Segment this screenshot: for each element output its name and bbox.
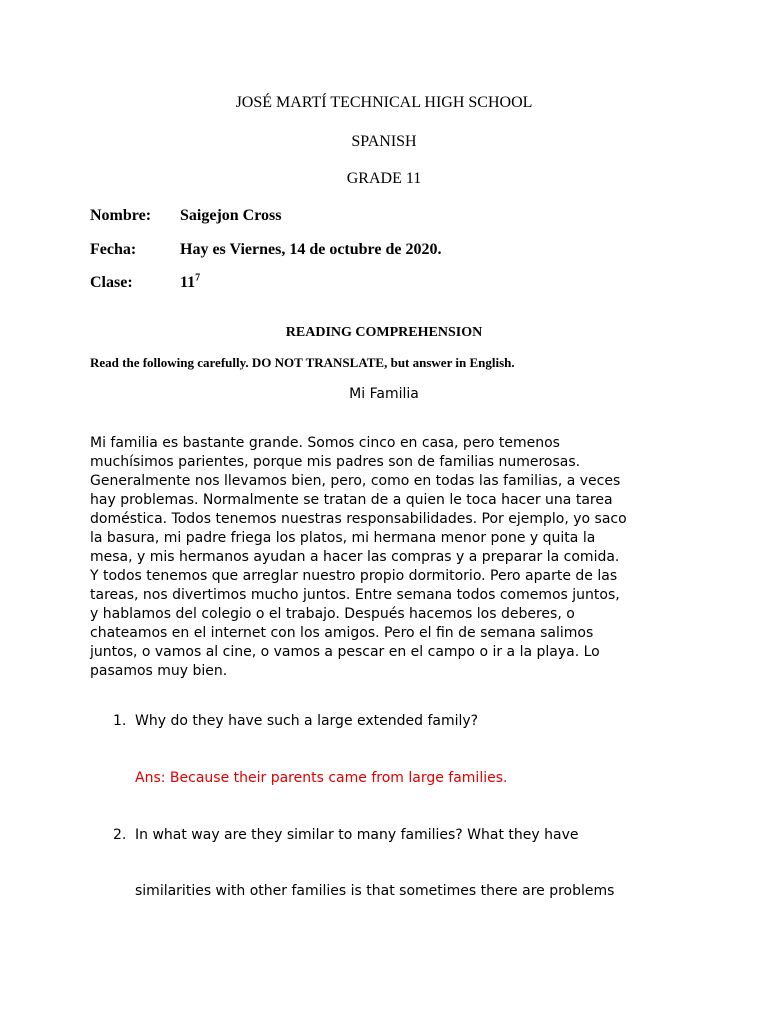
clase-superscript: 7 [195, 272, 201, 284]
clase-value: 11 [180, 274, 196, 291]
section-title: READING COMPREHENSION [285, 325, 483, 340]
story-title: Mi Familia [349, 386, 419, 402]
question-2-answer-continuation: similarities with other families is that sometimes there are problems [135, 883, 615, 899]
question-1-number: 1. [113, 713, 127, 729]
question-2-text: In what way are they similar to many families? What they have [135, 827, 579, 843]
fecha-label: Fecha: [90, 241, 137, 258]
reading-passage: Mi familia es bastante grande. Somos cinco en casa, pero temenos muchísimos parientes, porque mis padres son de familias numerosas. Generalmente nos llevamos bien, pero, como en todas las familias, a veces hay problemas. Normalmente se tratan de a quien le toca hacer una tarea doméstica. Todos tenemos nuestras responsabilidades. Por ejemplo, yo saco la basura, mi padre friega los platos, mi hermana menor pone y quita la mesa, y mis hermanos ayudan a hacer las compras y a preparar la comida. Y todos tenemos que arreglar nuestro propio dormitorio. Pero aparte de las tareas, nos divertimos mucho juntos. Entre semana todos comemos juntos, y hablamos del colegio o el trabajo. Después hacemos los deberes, o chateamos en el internet con los amigos. Pero el fin de semana salimos juntos, o vamos al cine, o vamos a pescar en el campo o ir a la playa. Lo pasamos muy bien. [90, 435, 627, 679]
clase-value-wrapper [180, 274, 200, 292]
school-name: JOSÉ MARTÍ TECHNICAL HIGH SCHOOL [235, 94, 533, 111]
clase-label: Clase: [90, 274, 133, 291]
question-2-number: 2. [113, 827, 127, 843]
fecha-value: Hay es Viernes, 14 de octubre de 2020. [180, 241, 442, 258]
nombre-value: Saigejon Cross [180, 207, 282, 224]
instruction-text: Read the following carefully. DO NOT TRANSLATE, but answer in English. [90, 355, 515, 370]
subject-heading: SPANISH [351, 133, 417, 150]
question-1-answer: Ans: Because their parents came from large families. [135, 770, 508, 786]
nombre-label: Nombre: [90, 207, 152, 224]
question-1-text: Why do they have such a large extended family? [135, 713, 479, 729]
grade-heading: GRADE 11 [346, 170, 422, 187]
